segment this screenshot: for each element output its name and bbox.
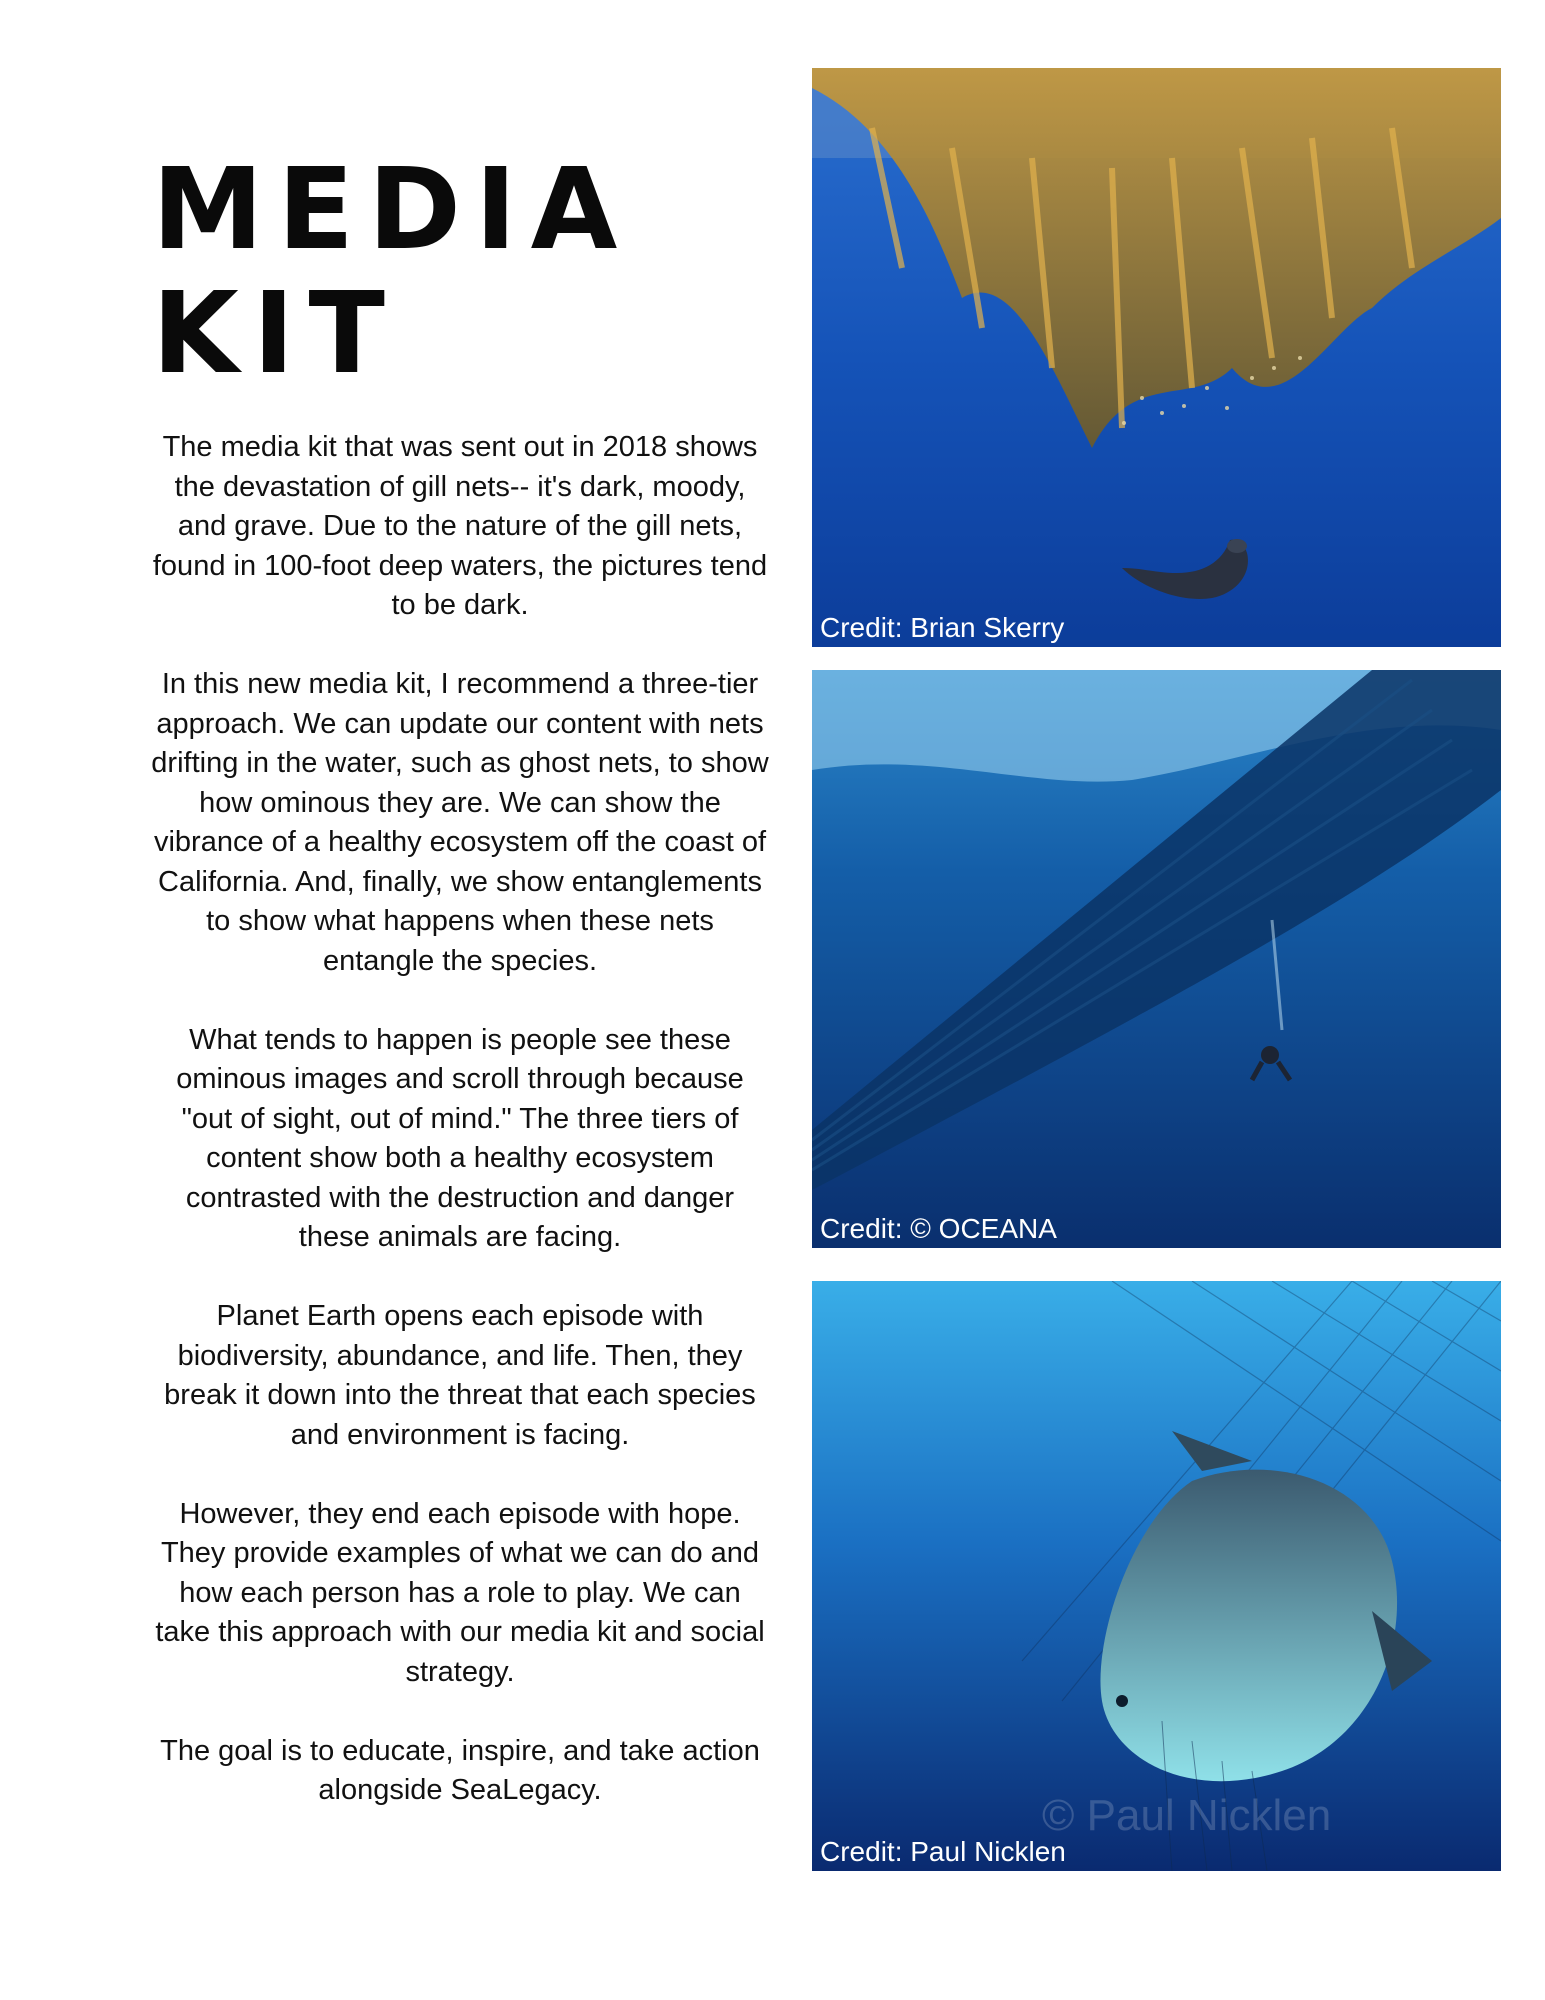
photo-sunfish-net — [812, 1281, 1501, 1871]
paragraph-three-tier: In this new media kit, I recommend a three-tier approach. We can update our content with nets drifting in the water, such as ghost nets, to show how ominous they are. We can show the vibrance of a healthy ecosystem off the coast of California. And, finally, we show entanglements to show what happens when these nets entangle the species. — [151, 668, 769, 977]
photo-credit-brian-skerry: Credit: Brian Skerry — [820, 612, 1065, 643]
paragraph-out-of-sight: What tends to happen is people see these ominous images and scroll through because "out of sight, out of mind." The three tiers of content show both a healthy ecosystem contrasted with the destruction and danger these animals are facing. — [176, 1023, 744, 1253]
title-line-kit: KIT — [152, 269, 399, 399]
photo-drifting-net — [812, 670, 1501, 1248]
photo-kelp-sea-lion — [812, 68, 1501, 647]
body-text — [150, 428, 770, 1850]
paragraph-goal: The goal is to educate, inspire, and take action alongside SeaLegacy. — [160, 1734, 760, 1806]
kelp-sea-lion-image — [812, 68, 1501, 647]
page-title — [152, 145, 672, 399]
photo-credit-paul-nicklen: Credit: Paul Nicklen — [820, 1836, 1066, 1867]
photo-watermark: © Paul Nicklen — [1042, 1791, 1332, 1840]
paragraph-hope: However, they end each episode with hope. They provide examples of what we can do and how each person has a role to play. We can take this approach with our media kit and social strategy. — [155, 1497, 765, 1688]
paragraph-planet-earth: Planet Earth opens each episode with biodiversity, abundance, and life. Then, they break it down into the threat that each species and environment is facing. — [164, 1300, 756, 1451]
drifting-net-image — [812, 670, 1501, 1248]
title-line-media: MEDIA — [152, 145, 632, 275]
sunfish-net-image — [812, 1281, 1501, 1871]
photo-credit-oceana: Credit: © OCEANA — [820, 1213, 1057, 1244]
paragraph-intro: The media kit that was sent out in 2018 shows the devastation of gill nets-- it's dark, moody, and grave. Due to the nature of the gill nets, found in 100-foot deep waters, the pictures tend to be dark. — [152, 431, 768, 621]
